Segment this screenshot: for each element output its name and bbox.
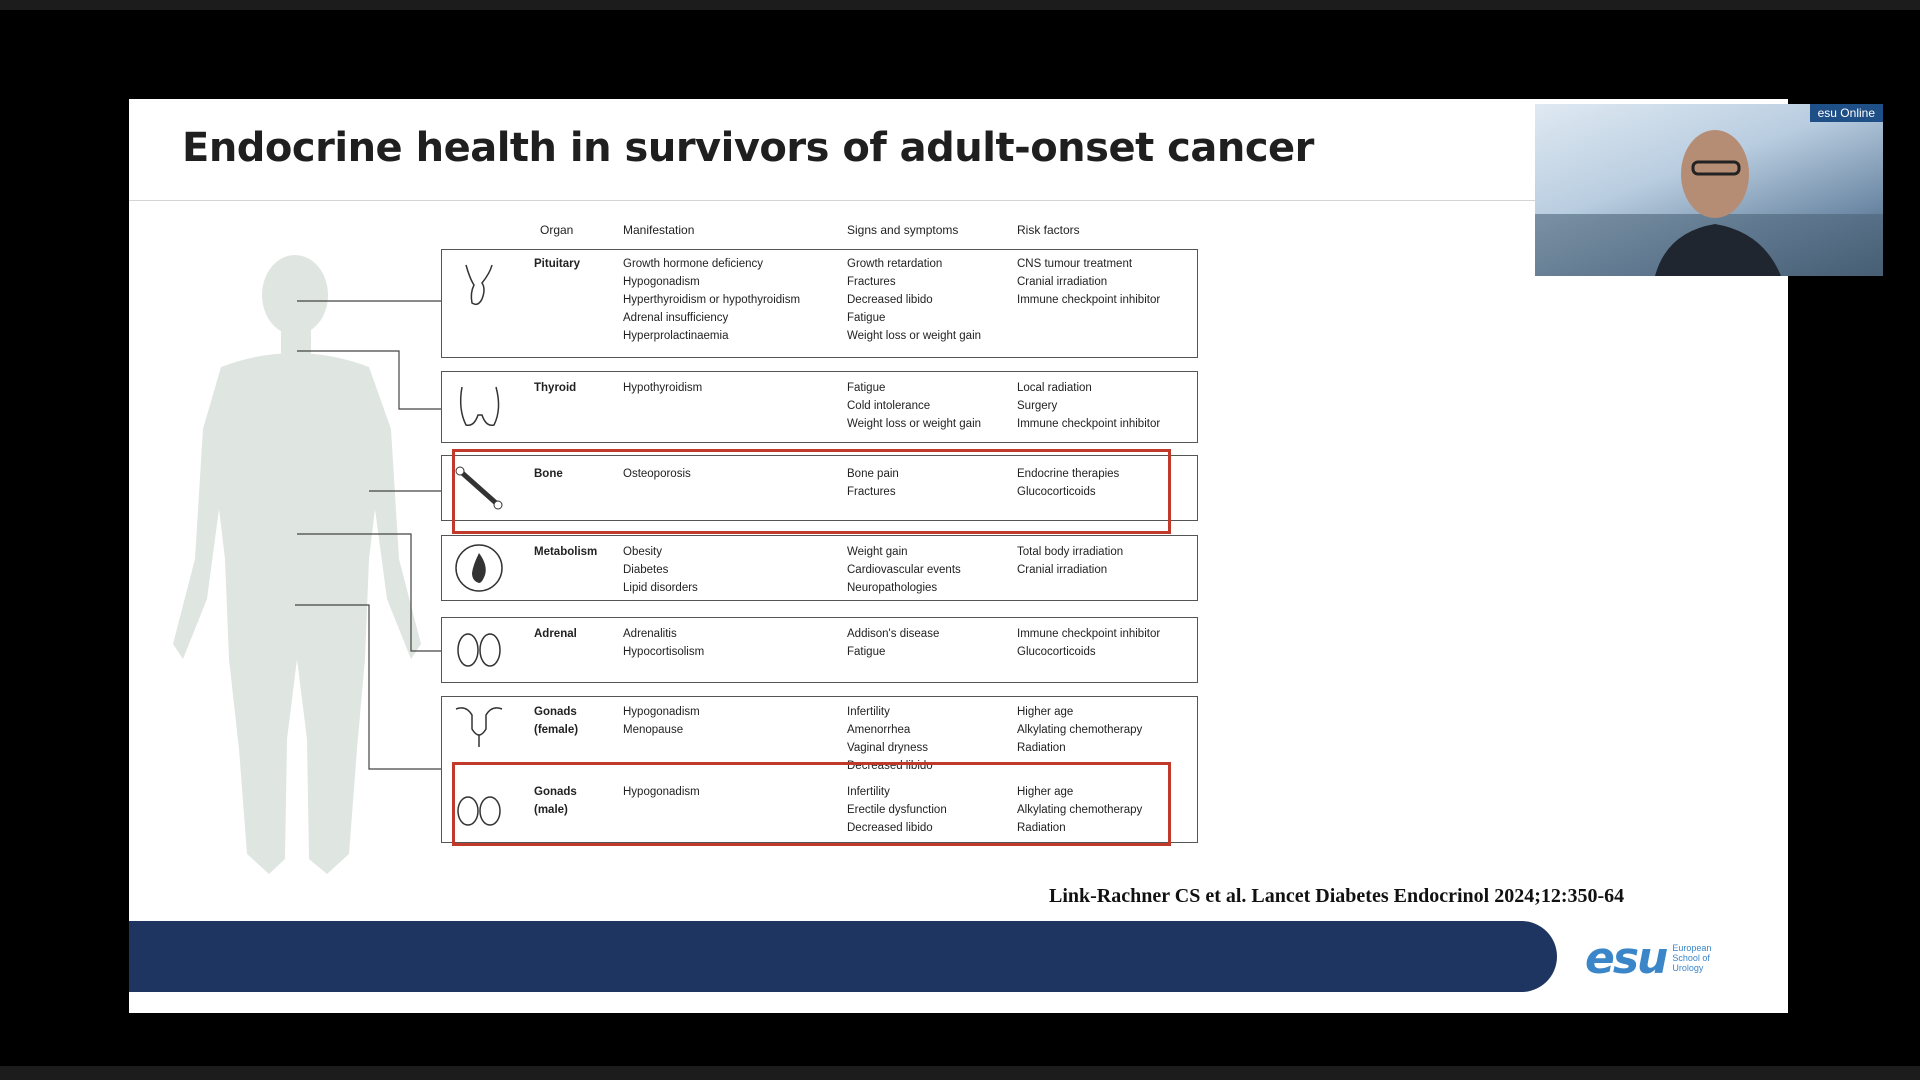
- organ-metabolism: Metabolism: [534, 546, 598, 558]
- signs-thyroid: Fatigue Cold intolerance Weight loss or weight gain: [847, 382, 982, 430]
- manifestation-gonads-male: Hypogonadism: [623, 786, 700, 798]
- esu-logo-word: esu: [1585, 932, 1667, 984]
- signs-pituitary: Growth retardation Fractures Decreased libido Fatigue Weight loss or weight gain: [847, 258, 982, 342]
- column-header-risk: Risk factors: [1017, 223, 1080, 237]
- manifestation-adrenal: Adrenalitis Hypocortisolism: [623, 628, 705, 658]
- human-silhouette-icon: [173, 255, 421, 874]
- risk-thyroid: Local radiation Surgery Immune checkpoint inhibitor: [1017, 382, 1161, 430]
- pituitary-icon: [452, 259, 506, 313]
- presenter-video-icon: [1535, 104, 1883, 276]
- webcam-badge: esu Online: [1810, 104, 1883, 122]
- slide-title: Endocrine health in survivors of adult-onset cancer: [182, 125, 1314, 171]
- organ-bone: Bone: [534, 468, 563, 480]
- footer-band: [129, 921, 1557, 992]
- risk-pituitary: CNS tumour treatment Cranial irradiation Immune checkpoint inhibitor: [1017, 258, 1161, 306]
- esu-logo-subtitle: European School of Urology: [1672, 943, 1712, 973]
- highlight-box-bone: [452, 449, 1171, 534]
- signs-gonads-male: Infertility Erectile dysfunction Decreased libido: [847, 786, 947, 834]
- window-bottom-strip: [0, 1066, 1920, 1080]
- window-top-strip: [0, 0, 1920, 10]
- esu-logo: [1585, 933, 1711, 983]
- column-header-signs: Signs and symptoms: [847, 223, 959, 237]
- manifestation-pituitary: Growth hormone deficiency Hypogonadism Hyperthyroidism or hypothyroidism Adrenal insufficiency Hyperprolactinaemia: [623, 258, 801, 342]
- column-header-organ: Organ: [540, 223, 574, 237]
- organ-adrenal: Adrenal: [534, 628, 577, 640]
- risk-adrenal: Immune checkpoint inhibitor Glucocorticoids: [1017, 628, 1161, 658]
- presenter-webcam-tile[interactable]: [1535, 104, 1883, 276]
- manifestation-gonads-female: Hypogonadism Menopause: [623, 706, 700, 736]
- organ-gonads-female: Gonads (female): [534, 706, 579, 736]
- flame-icon: [452, 541, 506, 595]
- organ-gonads-male: Gonads (male): [534, 786, 577, 816]
- risk-gonads-male: Higher age Alkylating chemotherapy Radiation: [1017, 786, 1143, 834]
- highlight-box-gonads-male: [452, 762, 1171, 846]
- organ-thyroid: Thyroid: [534, 382, 577, 394]
- risk-bone: Endocrine therapies Glucocorticoids: [1017, 468, 1120, 498]
- manifestation-bone: Osteoporosis: [623, 468, 691, 480]
- signs-gonads-female: Infertility Amenorrhea Vaginal dryness Decreased libido: [847, 706, 933, 772]
- thyroid-icon: [452, 379, 506, 433]
- risk-metabolism: Total body irradiation Cranial irradiation: [1017, 546, 1124, 576]
- column-header-manifestation: Manifestation: [623, 223, 695, 237]
- signs-metabolism: Weight gain Cardiovascular events Neuropathologies: [847, 546, 961, 594]
- signs-bone: Bone pain Fractures: [847, 468, 899, 498]
- uterus-icon: [452, 699, 506, 753]
- risk-gonads-female: Higher age Alkylating chemotherapy Radiation: [1017, 706, 1143, 754]
- organ-pituitary: Pituitary: [534, 258, 581, 270]
- manifestation-metabolism: Obesity Diabetes Lipid disorders: [623, 546, 698, 594]
- kidney-icon: [452, 623, 506, 677]
- signs-adrenal: Addison's disease Fatigue: [847, 628, 940, 658]
- manifestation-thyroid: Hypothyroidism: [623, 382, 703, 394]
- citation-text: Link-Rachner CS et al. Lancet Diabetes Endocrinol 2024;12:350-64: [1049, 885, 1625, 907]
